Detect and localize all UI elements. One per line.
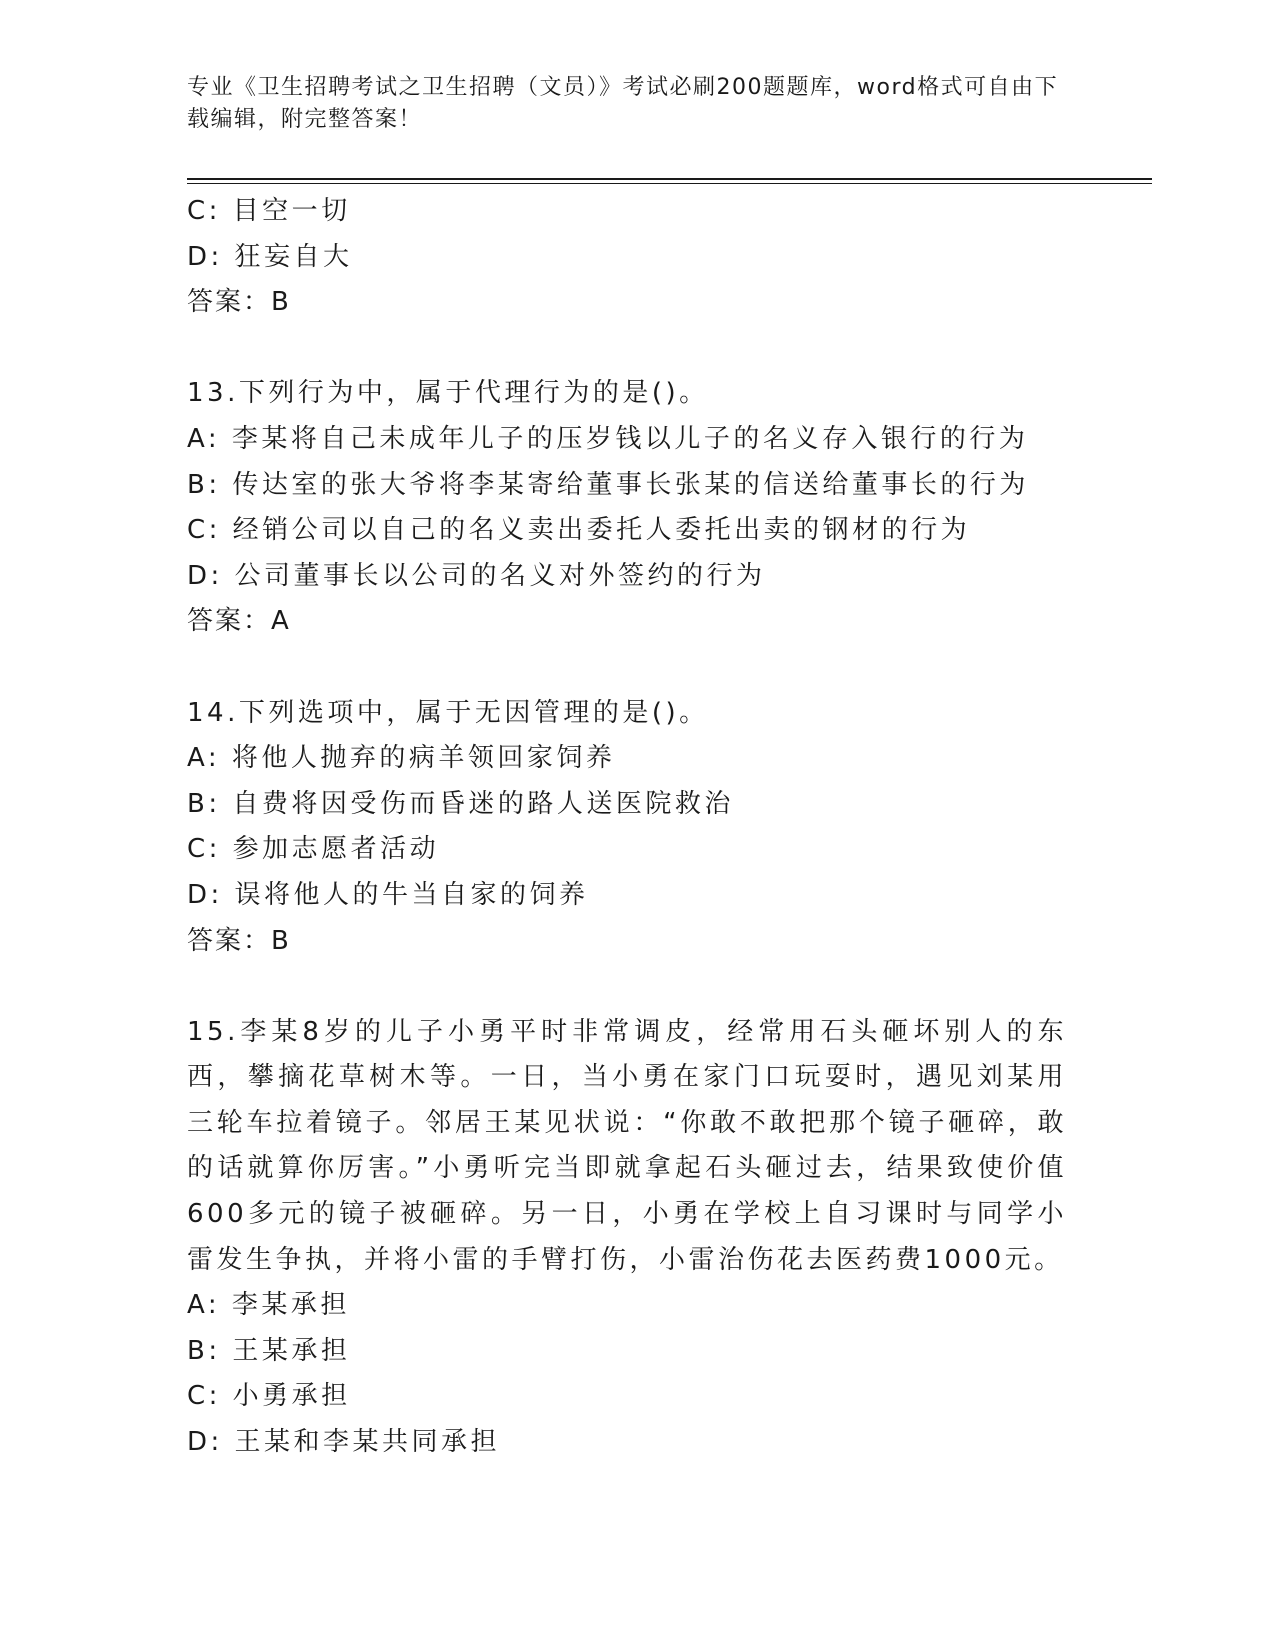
spacer: [187, 964, 1067, 1010]
answer: 答案：A: [187, 606, 291, 637]
answer: 答案：B: [187, 287, 291, 318]
option-c: C: 经销公司以自己的名义卖出委托人委托出卖的钢材的行为: [187, 515, 971, 546]
question-14: [187, 691, 1067, 965]
question-stem: 15.李某8岁的儿子小勇平时非常调皮，经常用石头砸坏别人的东西，攀摘花草树木等。一日，当小勇在家门口玩耍时，遇见刘某用三轮车拉着镜子。邻居王某见状说：“你敢不敢把那个镜子砸碎，敢的话就算你厉害。”小勇听完当即就拿起石头砸过去，结果致使价值600多元的镜子被砸碎。另一日，小勇在学校上自习课时与同学小雷发生争执，并将小雷的手臂打伤，小雷治伤花去医药费1000元。: [187, 1016, 1067, 1275]
option-a: A: 李某承担: [187, 1290, 350, 1321]
option-b: B: 自费将因受伤而昏迷的路人送医院救治: [187, 788, 734, 819]
option-b: B: 传达室的张大爷将李某寄给董事长张某的信送给董事长的行为: [187, 469, 1029, 500]
option-d: D: 狂妄自大: [187, 241, 353, 272]
option-d: D: 公司董事长以公司的名义对外签约的行为: [187, 560, 766, 591]
header-rule-thin: [187, 183, 1152, 184]
question-13: [187, 371, 1067, 645]
question-content: [187, 189, 1067, 1466]
option-c: C: 目空一切: [187, 196, 351, 226]
question-stem: 14.下列选项中，属于无因管理的是()。: [187, 697, 709, 728]
question-stem: 13.下列行为中，属于代理行为的是()。: [187, 378, 709, 409]
spacer: [187, 645, 1067, 691]
option-b: B: 王某承担: [187, 1335, 351, 1366]
header-rule-thick: [187, 178, 1152, 180]
option-c: C: 小勇承担: [187, 1381, 351, 1412]
question-prev: [187, 189, 1067, 326]
page-header: 专业《卫生招聘考试之卫生招聘（文员）》考试必刷200题题库，word格式可自由下载编辑，附完整答案！: [187, 75, 1059, 132]
option-d: D: 误将他人的牛当自家的饲养: [187, 879, 589, 910]
option-a: A: 将他人抛弃的病羊领回家饲养: [187, 743, 616, 774]
question-15: [187, 1010, 1067, 1466]
answer: 答案：B: [187, 925, 291, 956]
option-a: A: 李某将自己未成年儿子的压岁钱以儿子的名义存入银行的行为: [187, 423, 1029, 454]
spacer: [187, 326, 1067, 372]
option-c: C: 参加志愿者活动: [187, 834, 440, 865]
option-d: D: 王某和李某共同承担: [187, 1427, 501, 1458]
